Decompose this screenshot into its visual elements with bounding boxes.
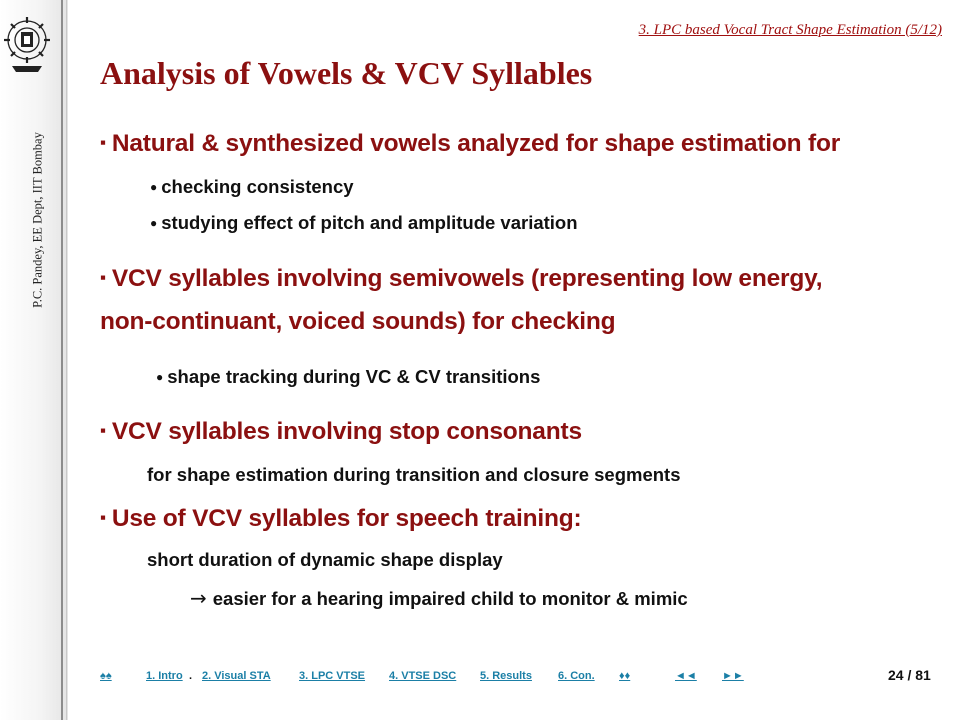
sub-text bbox=[147, 464, 681, 486]
sub-bullet-item bbox=[150, 176, 354, 198]
nav-vtse-dsc-link[interactable]: 4. VTSE DSC bbox=[389, 670, 457, 682]
nav-intro-link[interactable]: 1. Intro bbox=[146, 670, 183, 682]
navigation-bar bbox=[100, 669, 870, 687]
sidebar-divider-secondary bbox=[66, 0, 67, 720]
sub-bullet-text: short duration of dynamic shape display bbox=[147, 549, 503, 570]
sub-bullet-text: studying effect of pitch and amplitude variation bbox=[161, 212, 578, 233]
bullet-square-icon: ▪ bbox=[100, 268, 106, 287]
bullet-square-icon: ▪ bbox=[100, 421, 106, 440]
bullet-dot-icon: ● bbox=[156, 370, 164, 384]
nav-visual-sta-link[interactable]: 2. Visual STA bbox=[202, 670, 271, 682]
nav-next-link[interactable]: ►► bbox=[722, 670, 744, 682]
nav-results-link[interactable]: 5. Results bbox=[480, 670, 532, 682]
slide-title: Analysis of Vowels & VCV Syllables bbox=[100, 55, 593, 91]
author-credit bbox=[29, 100, 47, 340]
bullet-dot-icon: ● bbox=[150, 180, 158, 194]
bullet-item bbox=[100, 418, 582, 446]
bullet-item bbox=[100, 130, 840, 158]
sidebar-divider bbox=[61, 0, 63, 720]
author-credit-text: P.C. Pandey, EE Dept, IIT Bombay bbox=[30, 132, 45, 308]
bullet-square-icon: ▪ bbox=[100, 508, 106, 527]
bullet-item bbox=[100, 505, 582, 533]
bullet-continuation bbox=[100, 308, 615, 336]
bullet-dot-icon: ● bbox=[150, 216, 158, 230]
right-arrow-icon: → bbox=[190, 586, 207, 610]
section-link[interactable]: 3. LPC based Vocal Tract Shape Estimation (5/12) bbox=[638, 22, 942, 38]
sub-bullet-item bbox=[156, 366, 540, 388]
page-number: 24 / 81 bbox=[888, 667, 931, 683]
nav-con-link[interactable]: 6. Con. bbox=[558, 670, 595, 682]
bullet-text: VCV syllables involving stop consonants bbox=[111, 418, 582, 445]
nav-first-link[interactable]: ♠♠ bbox=[100, 670, 112, 682]
sub-bullet-text: easier for a hearing impaired child to monitor & mimic bbox=[212, 588, 688, 609]
nav-prev-link[interactable]: ◄◄ bbox=[675, 670, 697, 682]
sub-bullet-text: checking consistency bbox=[161, 176, 354, 197]
sub-bullet-text: shape tracking during VC & CV transitions bbox=[167, 366, 541, 387]
sub-text bbox=[147, 549, 503, 571]
bullet-square-icon: ▪ bbox=[100, 133, 106, 152]
nav-last-link[interactable]: ♦♦ bbox=[619, 670, 631, 682]
sub-bullet-text: for shape estimation during transition and closure segments bbox=[147, 464, 681, 485]
bullet-text: Use of VCV syllables for speech training: bbox=[111, 505, 582, 532]
nav-lpc-vtse-link[interactable]: 3. LPC VTSE bbox=[299, 670, 366, 682]
iit-bombay-logo-icon bbox=[4, 14, 50, 74]
bullet-text: non-continuant, voiced sounds) for checking bbox=[100, 308, 616, 335]
bullet-item bbox=[100, 265, 822, 293]
sub-bullet-item bbox=[150, 212, 578, 234]
bullet-text: VCV syllables involving semivowels (representing low energy, bbox=[111, 265, 823, 292]
bullet-text: Natural & synthesized vowels analyzed for shape estimation for bbox=[111, 130, 841, 157]
nav-separator: . bbox=[189, 670, 193, 682]
sub-text bbox=[190, 586, 688, 610]
